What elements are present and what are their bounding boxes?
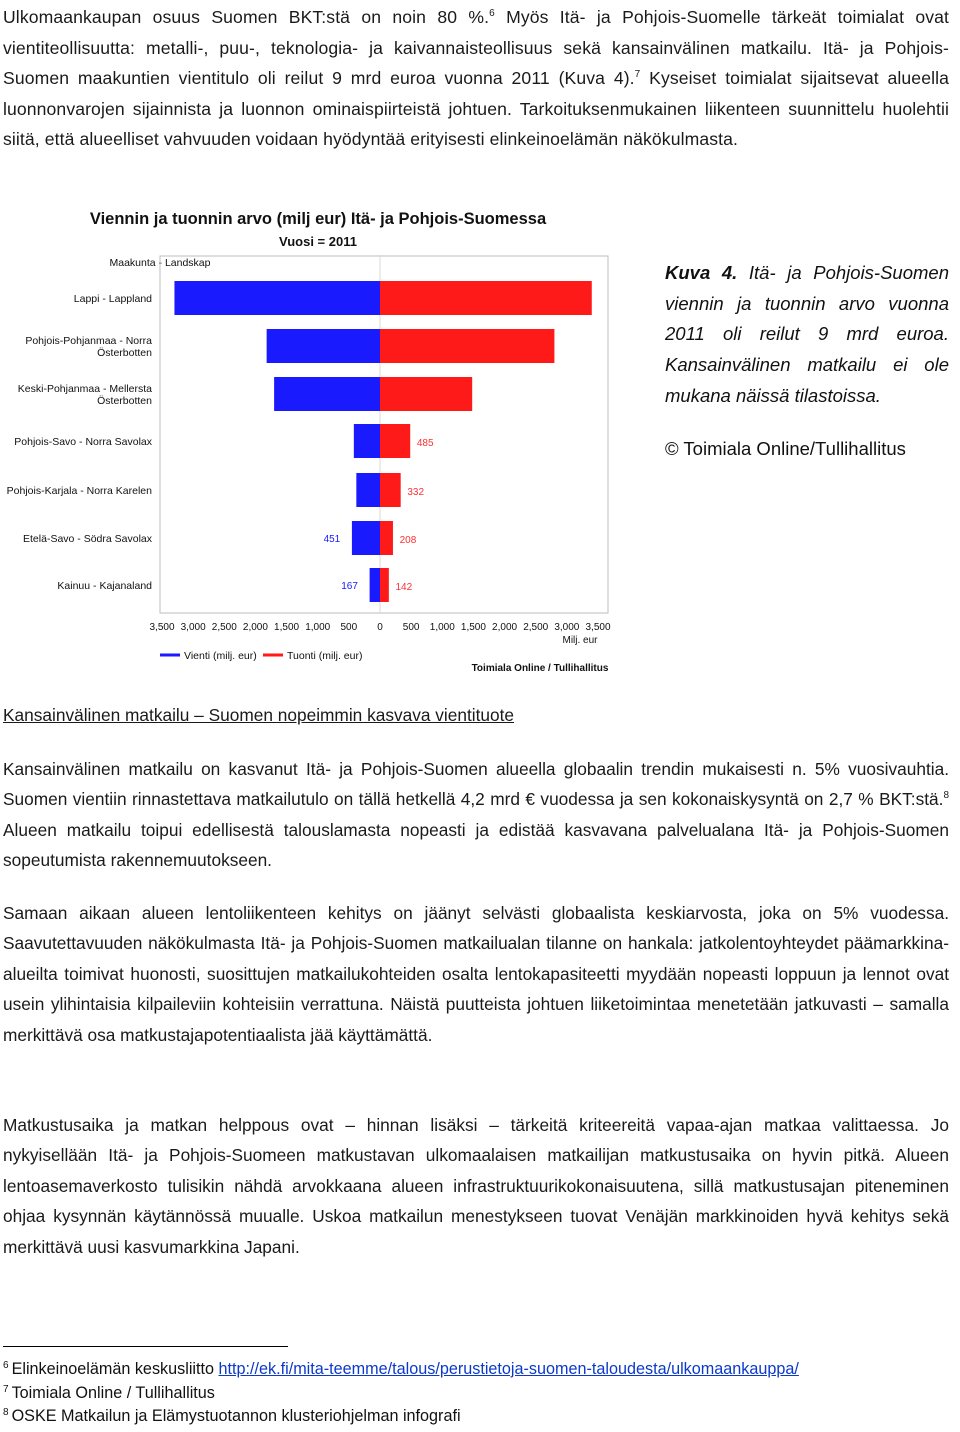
figure-caption [665, 258, 949, 412]
x-tick-label: 500 [402, 622, 420, 633]
x-tick-label: 0 [377, 622, 383, 633]
section-heading: Kansainvälinen matkailu – Suomen nopeimmin kasvava vientituote [3, 705, 515, 725]
category-label: Etelä-Savo - Södra Savolax [23, 533, 152, 545]
category-label: Lappi - Lappland [73, 293, 152, 305]
x-tick-label: 3,500 [585, 622, 611, 633]
intro-text-a: Ulkomaankaupan osuus Suomen BKT:stä on noin 80 %. [3, 7, 490, 27]
x-tick-label: 1,500 [274, 622, 300, 633]
figure-caption-text: Itä- ja Pohjois-Suomen viennin ja tuonnin arvo vuonna 2011 oli reilut 9 mrd euroa. Kansainvälinen matkailu ei ole mukana näissä tilastoissa. [665, 262, 949, 406]
x-tick-label: 2,500 [211, 622, 237, 633]
import-bar [380, 329, 554, 363]
chart-source: Toimiala Online / Tullihallitus [471, 663, 609, 674]
figure-caption-label: Kuva 4. [665, 262, 738, 283]
footnote-number: 7 [3, 1383, 9, 1395]
legend-import-label: Tuonti (milj. eur) [287, 650, 363, 662]
x-tick-label: 1,000 [429, 622, 455, 633]
import-value-label: 485 [416, 438, 434, 449]
import-value-label: 142 [395, 582, 413, 593]
category-label: Österbotten [97, 395, 152, 407]
chart-subtitle: Vuosi = 2011 [279, 234, 357, 249]
export-value-label: 451 [323, 534, 341, 545]
footnote-8 [3, 1405, 461, 1427]
legend-export-label: Vienti (milj. eur) [184, 650, 257, 662]
export-bar [356, 473, 380, 507]
category-label: Pohjois-Pohjanmaa - Norra [25, 335, 152, 347]
export-bar [370, 568, 380, 602]
export-bar [174, 281, 380, 315]
category-label: Kainuu - Kajanaland [57, 580, 152, 592]
export-bar [267, 329, 380, 363]
intro-paragraph [3, 2, 949, 155]
footnote-number: 8 [3, 1406, 9, 1418]
x-tick-label: 3,000 [180, 622, 206, 633]
x-unit-label: Milj. eur [562, 635, 598, 646]
footnote-7 [3, 1382, 215, 1404]
category-label: Österbotten [97, 347, 152, 359]
import-value-label: 208 [399, 535, 417, 546]
paragraph-matkailu-b: Alueen matkailu toipui edellisestä talouslamasta nopeasti ja edistää kasvavana palvelualana Itä- ja Pohjois-Suomen sopeutumista rakennemuutokseen. [3, 819, 949, 871]
paragraph-lentoliikenne: Samaan aikaan alueen lentoliikenteen kehitys on jäänyt selvästi globaalista keskiarvosta, joka on 5% vuodessa. Saavutettavuuden näkökulmasta Itä- ja Pohjois-Suomen matkailualan tilanne on hankala: jatkolentoyhteydet päämarkkina-alueilta toimivat huonosti, suosittujen matkailukohteiden osalta lentokapasiteetti myydään nopeasti loppuun ja lennot ovat usein ylihintaisia kilpaileviin kohteisiin verrattuna. Näistä puutteista johtuen liiketoimintaa menetetään jatkuvasti – samalla merkittävä osa matkustajapotentiaalista jää käyttämättä. [3, 903, 949, 1045]
x-tick-label: 2,000 [492, 622, 518, 633]
category-label: Keski-Pohjanmaa - Mellersta [17, 383, 152, 395]
footnote-text: Elinkeinoelämän keskusliitto [11, 1360, 219, 1378]
import-bar [380, 473, 401, 507]
import-bar [380, 281, 592, 315]
x-tick-label: 500 [340, 622, 358, 633]
x-tick-label: 2,500 [523, 622, 549, 633]
export-bar [352, 521, 380, 555]
footnote-divider [3, 1346, 288, 1347]
x-tick-label: 1,500 [460, 622, 486, 633]
footnote-ref-7[interactable]: 7 [634, 69, 641, 81]
x-tick-label: 3,000 [554, 622, 580, 633]
import-value-label: 332 [407, 487, 425, 498]
footnote-number: 6 [3, 1359, 9, 1371]
paragraph-matkailu-a: Kansainvälinen matkailu on kasvanut Itä- ja Pohjois-Suomen alueella globaalin trendin mukaisesti n. 5% vuosivauhtia. Suomen vientiin rinnastettava matkailutulo on tällä hetkellä 4,2 mrd € vuodessa ja sen kokonaiskysyntä on 2,7 % BKT:stä. [3, 759, 949, 810]
export-value-label: 167 [341, 581, 358, 592]
paragraph-matkustusaika: Matkustusaika ja matkan helppous ovat – hinnan lisäksi – tärkeitä kriteereitä vapaa-ajan matkaa valittaessa. Jo nykyisellään Itä- ja Pohjois-Suomeen matkustavan ulkomaalaisen matkailijan matkustusaika on hyvin pitkä. Alueen lentoasemaverkosto tulisikin nähdä arvokkaana alueen infrastruktuurikokonaisuutena, sillä matkustusajan piteneminen ohjaa kysynnän käytännössä muualle. Uskoa matkailun menestykseen tuovat Venäjän markkinoiden hyvä kehitys sekä merkittävä uusi kasvumarkkina Japani. [3, 1115, 949, 1257]
paragraph-matkailu [3, 754, 949, 876]
footnote-link[interactable]: http://ek.fi/mita-teemme/talous/perustietoja-suomen-taloudesta/ulkomaankauppa/ [218, 1360, 799, 1378]
footnote-6 [3, 1358, 799, 1380]
chart-title: Viennin ja tuonnin arvo (milj eur) Itä- ja Pohjois-Suomessa [89, 210, 547, 228]
copyright-notice: © Toimiala Online/Tullihallitus [665, 438, 906, 459]
import-bar [380, 521, 393, 555]
footnote-ref-6[interactable]: 6 [489, 8, 495, 20]
import-bar [380, 568, 389, 602]
category-label: Pohjois-Savo - Norra Savolax [14, 436, 152, 448]
intro-text-b: Myös Itä- ja Pohjois-Suomelle tärkeät toimialat ovat vientiteollisuutta: metalli-, puu-, teknologia- ja kaivannaisteollisuus sekä kansainvälinen matkailu. Itä- ja Pohjois-Suomen maakuntien vientitulo oli reilut 9 mrd euroa vuonna 2011 (Kuva 4). [3, 7, 949, 88]
export-bar [274, 377, 380, 411]
trade-chart [0, 200, 640, 680]
footnote-text: Toimiala Online / Tullihallitus [11, 1384, 215, 1402]
intro-text-c: Kyseiset toimialat sijaitsevat alueella luonnonvarojen sijainnista ja luonnon ominaispiirteistä johtuen. Tarkoituksenmukainen liikenteen suunnittelu huolehtii siitä, että alueelliset vahvuuden voidaan hyödyntää erityisesti elinkeinoelämän näkökulmasta. [3, 68, 949, 149]
category-label: Pohjois-Karjala - Norra Karelen [6, 485, 152, 497]
export-bar [354, 424, 380, 458]
category-header: Maakunta - Landskap [109, 257, 211, 269]
footnote-text: OSKE Matkailun ja Elämystuotannon klusteriohjelman infografi [11, 1407, 461, 1425]
import-bar [380, 424, 410, 458]
x-tick-label: 2,000 [242, 622, 268, 633]
x-tick-label: 3,500 [149, 622, 175, 633]
footnote-ref-8[interactable]: 8 [943, 790, 949, 802]
x-tick-label: 1,000 [305, 622, 331, 633]
import-bar [380, 377, 472, 411]
